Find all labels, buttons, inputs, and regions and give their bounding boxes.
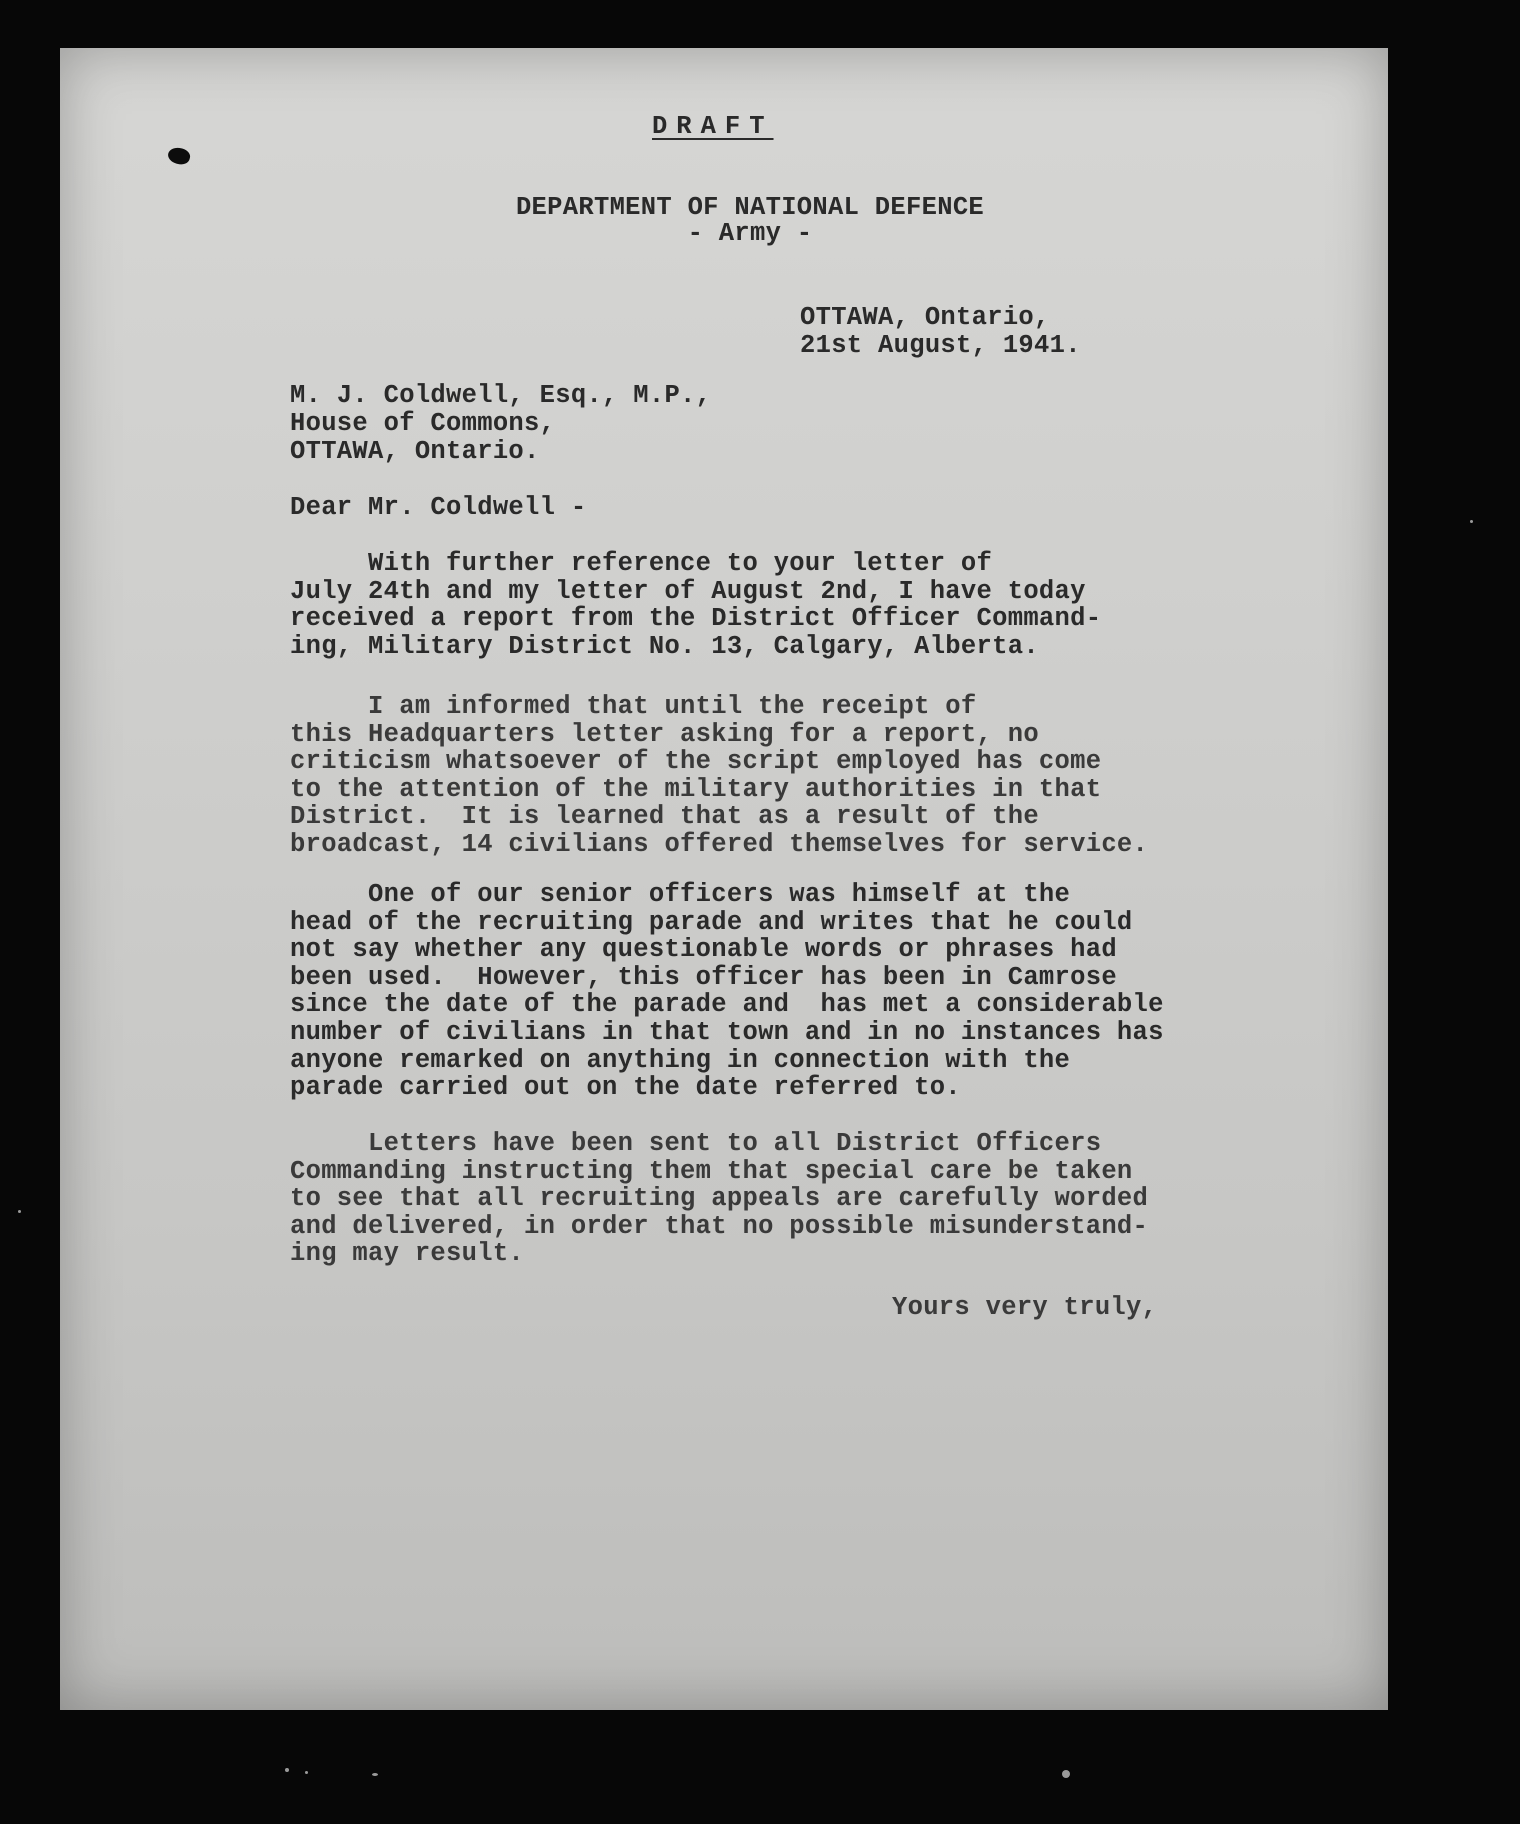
paragraph-line: criticism whatsoever of the script employed has come [290,747,1102,777]
paragraph-line: number of civilians in that town and in no instances has [290,1017,1164,1047]
department-heading: DEPARTMENT OF NATIONAL DEFENCE [515,193,985,222]
recipient-line-2: House of Commons, [290,409,556,438]
paragraph-line: anyone remarked on anything in connection with the [290,1045,1071,1075]
paragraph-line: been used. However, this officer has been in Camrose [290,962,1117,992]
draft-label: DRAFT [652,112,774,141]
dust-speck [305,1771,308,1774]
salutation: Dear Mr. Coldwell - [290,493,587,522]
paragraph-line: and delivered, in order that no possible misunderstand- [290,1211,1149,1241]
paragraph-line: since the date of the parade and has met a considerable [290,990,1164,1020]
paragraph-line: I am informed that until the receipt of [290,692,977,721]
recipient-line-3: OTTAWA, Ontario. [290,437,540,466]
paragraph-line: July 24th and my letter of August 2nd, I have today [290,576,1086,606]
paragraph-3 [290,881,1270,1102]
paragraph-4 [290,1130,1270,1268]
ink-blot-mark [166,145,191,166]
paragraph-line: to see that all recruiting appeals are carefully worded [290,1184,1149,1214]
dust-speck [18,1210,21,1213]
dust-speck [1062,1770,1070,1778]
paragraph-line: parade carried out on the date referred to. [290,1073,961,1103]
paragraph-line: ing, Military District No. 13, Calgary, Alberta. [290,631,1039,661]
branch-heading: - Army - [687,219,813,248]
dust-speck [285,1768,289,1772]
paragraph-line: broadcast, 14 civilians offered themselves for service. [290,829,1149,859]
letter-page [60,48,1388,1710]
paragraph-line: to the attention of the military authorities in that [290,774,1102,804]
paragraph-line: Commanding instructing them that special care be taken [290,1156,1133,1186]
dateline-date: 21st August, 1941. [800,331,1081,360]
paragraph-2 [290,693,1270,859]
dateline-place: OTTAWA, Ontario, [800,303,1050,332]
paragraph-line: head of the recruiting parade and writes that he could [290,907,1133,937]
paragraph-line: received a report from the District Officer Command- [290,604,1102,634]
paragraph-line: ing may result. [290,1239,525,1269]
paragraph-line: Letters have been sent to all District Officers [290,1129,1102,1158]
dust-speck [1470,520,1473,523]
recipient-line-1: M. J. Coldwell, Esq., M.P., [290,381,712,410]
paragraph-line: With further reference to your letter of [290,549,993,578]
dust-speck [372,1773,378,1776]
paragraph-line: District. It is learned that as a result of the [290,802,1039,832]
paragraph-1 [290,550,1270,660]
paragraph-line: this Headquarters letter asking for a report, no [290,719,1039,749]
closing: Yours very truly, [892,1293,1158,1322]
paragraph-line: not say whether any questionable words or phrases had [290,935,1117,965]
paragraph-line: One of our senior officers was himself at the [290,880,1071,909]
